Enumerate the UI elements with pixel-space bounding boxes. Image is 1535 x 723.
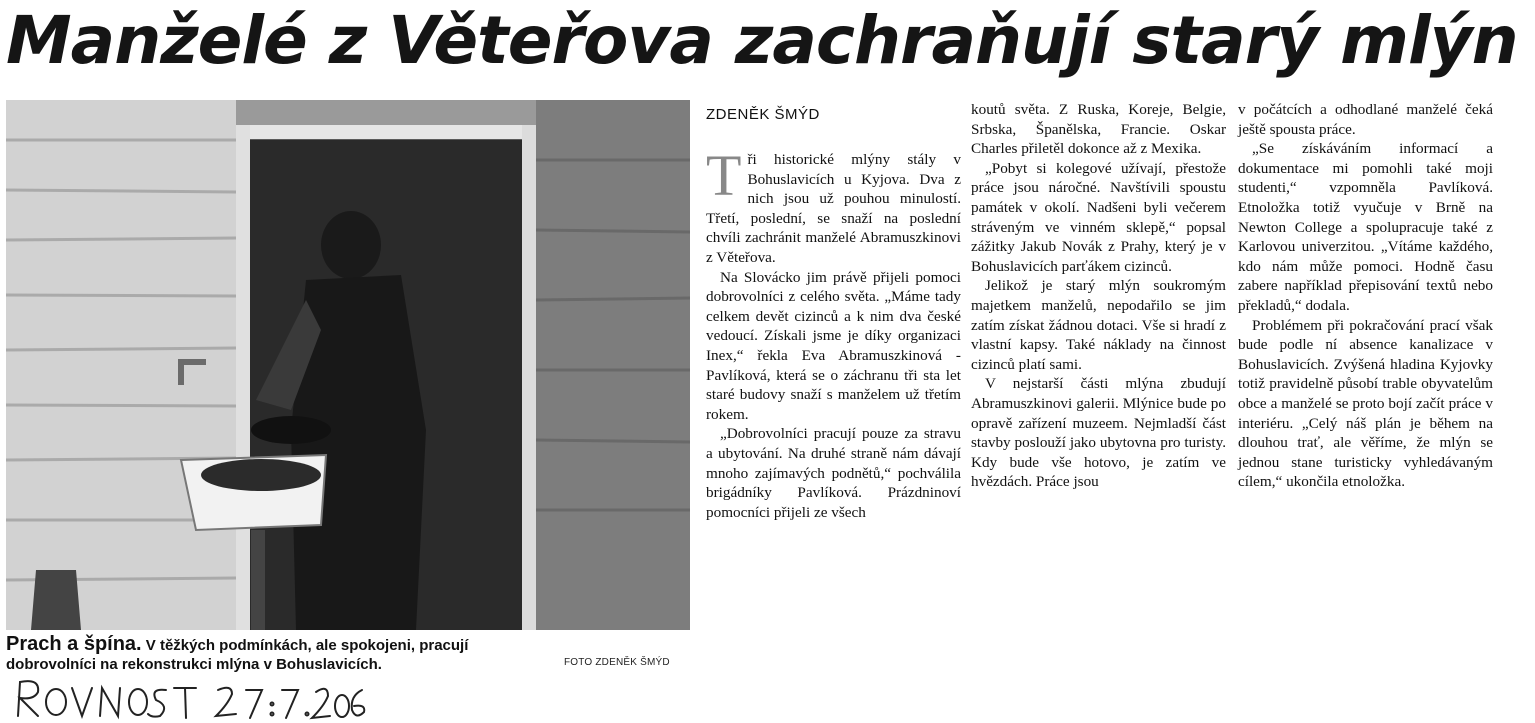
- handwritten-source-note: [10, 668, 370, 723]
- photo-credit: FOTO ZDENĚK ŠMÝD: [564, 657, 670, 668]
- paragraph: „Dobrovolníci pracují pouze za stravu a ubytování. Na druhé straně nám dávají mnoho zajímavých podnětů,“ pochválila brigádníky Pavlíková. Prázdninoví pomocníci přijeli ze všech: [706, 425, 961, 521]
- paragraph: Na Slovácko jim právě přijeli pomoci dobrovolníci z celého světa. „Máme tady celkem devět cizinců a k nim dva české vedoucí. Získali jsme je díky organizaci Inex,“ řekla Eva Abramuszkinová - Pavlíková, která se o záchranu tři sta let staré budovy snaží s manželem už třetím rokem.: [706, 268, 961, 423]
- article-column-1: [706, 143, 961, 522]
- caption-lead: Prach a špína.: [6, 633, 142, 655]
- paragraph: [706, 143, 961, 268]
- paragraph: „Se získáváním informací a dokumentace mi pomohli také moji studenti,“ vzpomněla Pavlíková. Etnoložka totiž vyučuje v Brně na Newton College a spolupracuje také z Karlovou univerzitou. „Vítáme každého, kdo nám může pomoci. Hodně času zabere například přepisování textů nebo překladů,“ dodala.: [1238, 140, 1493, 314]
- drop-cap: T: [706, 143, 742, 208]
- article-column-2: [971, 100, 1226, 492]
- paragraph: koutů světa. Z Ruska, Koreje, Belgie, Srbska, Španělska, Francie. Oskar Charles přiletěl dokonce až z Mexika.: [971, 101, 1226, 158]
- article-column-3: [1238, 100, 1493, 492]
- article-photo: [6, 100, 690, 630]
- paragraph-text: ři historické mlýny stály v Bohuslavicích u Kyjova. Dva z nich jsou už pouhou minulostí. Třetí, poslední, se snaží na poslední chvíli zachránit manželé Abramuszkinovi z Věteřova.: [706, 151, 961, 266]
- caption-text: V těžkých podmínkách, ale spokojeni, pracují dobrovolníci na rekonstrukci mlýna v Bohuslavicích.: [6, 637, 469, 673]
- byline: ZDENĚK ŠMÝD: [706, 106, 820, 123]
- paragraph: V nejstarší části mlýna zbudují Abramuszkinovi galerii. Mlýnice bude po opravě zařízení muzeem. Nejmladší část stavby poslouží jako ubytovna pro turisty. Kdy bude vše hotovo, je zatím ve hvězdách. Práce jsou: [971, 375, 1226, 491]
- headline: Manželé z Věteřova zachraňují starý mlýn: [6, 2, 1518, 79]
- paragraph: v počátcích a odhodlané manželé čeká ještě spousta práce.: [1238, 101, 1493, 138]
- paragraph: Jelikož je starý mlýn soukromým majetkem manželů, nepodařilo se jim zatím získat žádnou dotaci. Vše si hradí z vlastní kapsy. Také náklady na činnost cizinců platí sami.: [971, 277, 1226, 373]
- paragraph: Problémem při pokračování prací však bude podle ní absence kanalizace v Bohuslavicích. Zvýšená hladina Kyjovky totiž pravidelně působí trable obyvatelům obce a manželé se proto bojí začít práce v interiéru. „Celý náš plán je během na dlouhou trať, ale věříme, že mlýn se jednou stane turisticky vyhledávaným cílem,“ ukončila etnoložka.: [1238, 316, 1493, 491]
- paragraph: „Pobyt si kolegové užívají, přestože práce jsou náročné. Navštívili spoustu památek v okolí. Nadšeni byli večerem stráveným ve vinném sklepě,“ popsal zážitky Jakub Novák z Prahy, který je v Bohuslavicích parťákem cizinců.: [971, 159, 1226, 275]
